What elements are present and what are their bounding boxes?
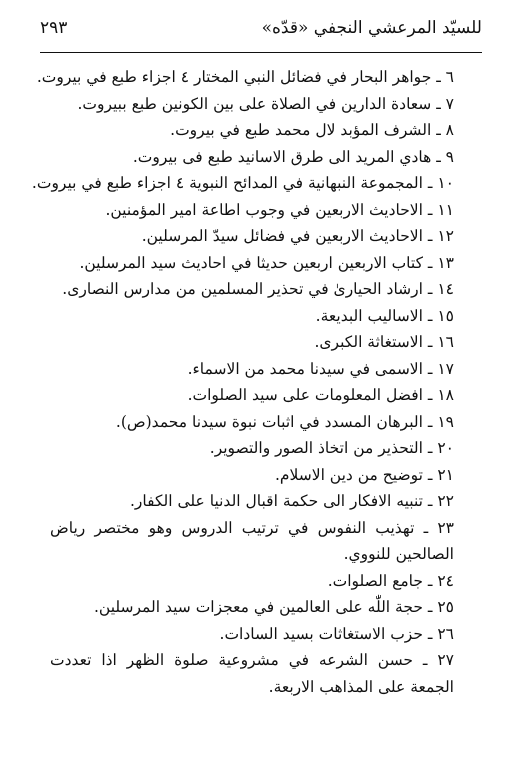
- list-item: ٦ ـ جواهر البحار في فضائل النبي المختار ٤ اجزاء طبع في بيروت.: [36, 68, 454, 86]
- list-item: ١٨ ـ افضل المعلومات على سيد الصلوات.: [187, 386, 454, 404]
- list-item: ٧ ـ سعادة الدارين في الصلاة على بين الكونين طبع ببيروت.: [77, 94, 454, 113]
- list-item: ١٣ ـ كتاب الاربعين اربعين حديثا في احاديث سيد المرسلين.: [79, 253, 454, 272]
- list-item: ١٦ ـ الاستغاثة الكبرى.: [314, 333, 454, 351]
- list-item: ١٧ ـ الاسمى في سيدنا محمد من الاسماء.: [187, 359, 454, 378]
- list-item: ٢٣ ـ تهذيب النفوس في ترتيب الدروس وهو مختصر رياض الصالحين للنووي.: [50, 518, 454, 563]
- list-item: ١٤ ـ ارشاد الحيارىٰ في تحذير المسلمين من مدارس النصارى.: [62, 280, 454, 298]
- list-item: ٢٥ ـ حجة اللّٰه على العالمين في معجزات سيد المرسلين.: [93, 598, 454, 616]
- list-item: ٢٤ ـ جامع الصلوات.: [327, 571, 454, 590]
- list-item: ١٢ ـ الاحاديث الاربعين في فضائل سيدّ المرسلين.: [141, 227, 454, 245]
- header-rule: [40, 52, 482, 53]
- bibliography-list: [31, 64, 454, 700]
- list-item: ١٩ ـ البرهان المسدد في اثبات نبوة سيدنا محمد(ص).: [115, 412, 454, 431]
- running-title: للسيّد المرعشي النجفي «قدّه»: [261, 18, 482, 38]
- list-item: ١٥ ـ الاساليب البديعة.: [315, 306, 454, 325]
- page-number: ٢٩٣: [40, 18, 68, 38]
- list-item: ٨ ـ الشرف المؤبد لال محمد طبع في بيروت.: [170, 121, 454, 139]
- list-item: ٢١ ـ توضيح من دين الاسلام.: [274, 465, 454, 484]
- list-item: ٢٢ ـ تنبيه الافكار الى حكمة اقبال الدنيا على الكفار.: [130, 492, 454, 510]
- page-header: [40, 14, 482, 46]
- list-item: ٢٠ ـ التحذير من اتخاذ الصور والتصوير.: [209, 439, 454, 457]
- list-item: ١٠ ـ المجموعة النبهانية في المدائح النبوية ٤ اجزاء طبع في بيروت.: [31, 174, 454, 192]
- list-item: ٢٧ ـ حسن الشرعه في مشروعية صلوة الظهر اذا تعددت الجمعة على المذاهب الاربعة.: [50, 651, 454, 696]
- list-item: ٩ ـ هادي المريد الى طرق الاسانيد طبع فى بيروت.: [132, 147, 454, 166]
- list-item: ١١ ـ الاحاديث الاربعين في وجوب اطاعة امير المؤمنين.: [105, 200, 454, 219]
- list-item: ٢٦ ـ حزب الاستغاثات بسيد السادات.: [219, 624, 454, 643]
